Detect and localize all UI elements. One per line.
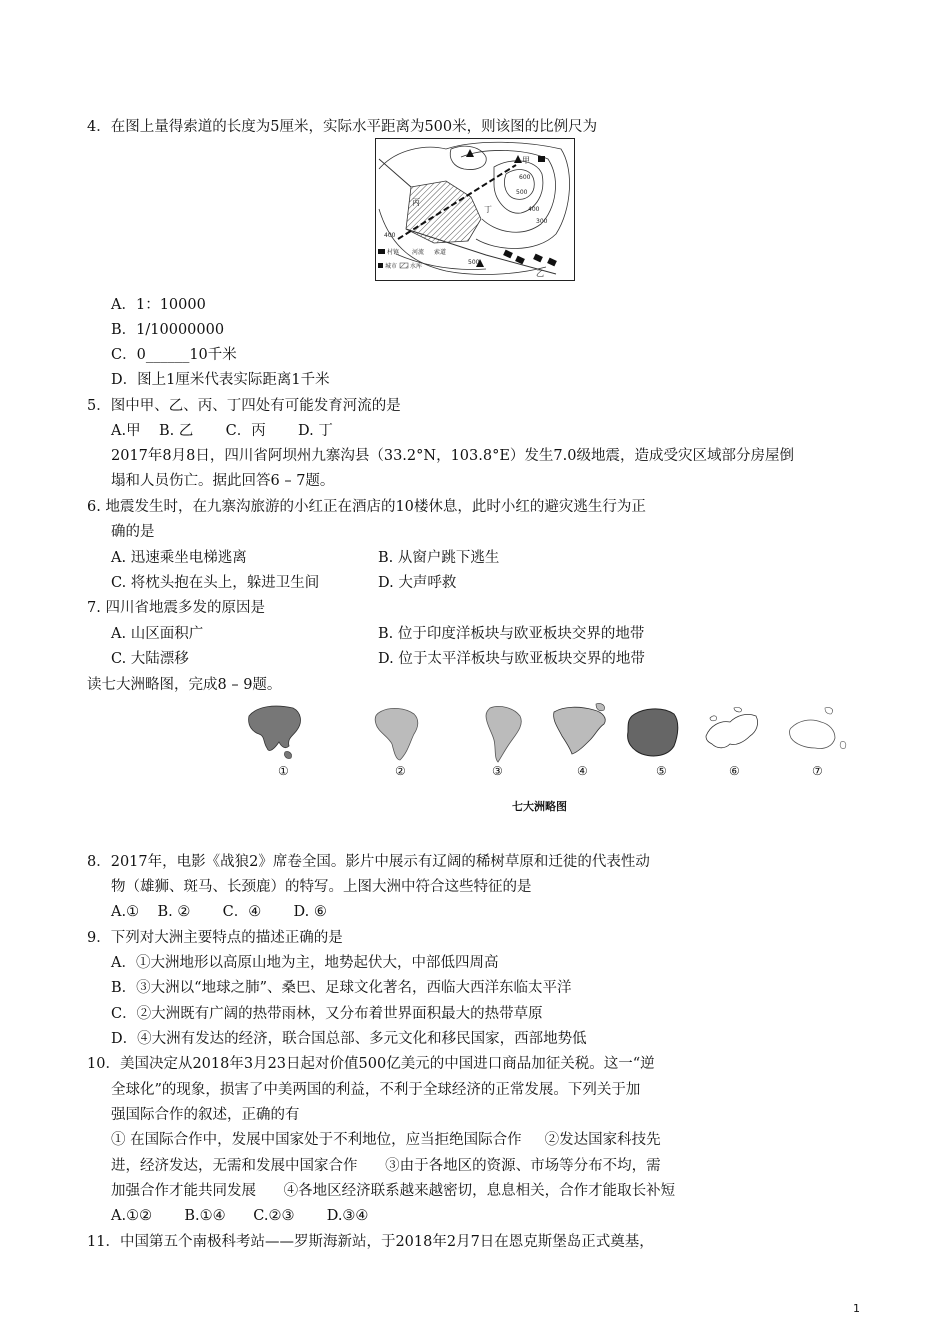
town-marker: [538, 156, 545, 162]
q11-stem: 11．中国第五个南极科考站——罗斯海新站，于2018年2月7日在恩克斯堡岛正式奠基，: [87, 1234, 654, 1250]
continent-north-america: [550, 702, 612, 764]
label-ding: 丁: [484, 205, 492, 214]
label-bing: 丙: [412, 198, 420, 207]
q7-stem: 7. 四川省地震多发的原因是: [87, 600, 265, 616]
contour-line: [379, 147, 446, 169]
q9-stem: 9．下列对大洲主要特点的描述正确的是: [87, 930, 343, 946]
q6-option-d: D. 大声呼救: [378, 575, 457, 591]
contour-value: 400: [528, 206, 540, 213]
city-marker: [533, 254, 543, 263]
legend-cableway: 索道: [434, 249, 447, 256]
q6-stem-line1: 6. 地震发生时，在九寨沟旅游的小红正在酒店的10楼休息，此时小红的避灾逃生行为正: [87, 499, 646, 515]
page-number: 1: [853, 1302, 860, 1315]
q7-option-d: D. 位于太平洋板块与欧亚板块交界的地带: [378, 651, 645, 667]
contour-value: 600: [519, 174, 531, 181]
peak-marker: [514, 155, 522, 163]
q10-line2: 全球化”的现象，损害了中美两国的利益，不利于全球经济的正常发展。下列关于加: [111, 1082, 641, 1098]
q4-option-d: D．图上1厘米代表实际距离1千米: [111, 372, 330, 388]
continent-europe: [700, 702, 764, 764]
contour-value: 400: [384, 232, 396, 239]
q6-stem-line2: 确的是: [111, 524, 155, 540]
continent-label-2: ②: [395, 764, 406, 778]
q8-stem-line2: 物（雄狮、斑马、长颈鹿）的特写。上图大洲中符合这些特征的是: [111, 879, 532, 895]
contour-line: [450, 146, 486, 169]
q4-option-c: C．0______10千米: [111, 347, 237, 363]
contour-value: 300: [536, 218, 548, 225]
topographic-map: [375, 138, 575, 281]
continent-asia: [245, 702, 305, 764]
label-jia: 甲: [522, 156, 530, 165]
legend-town: 村镇: [387, 249, 400, 256]
continents-caption: 七大洲略图: [512, 800, 567, 813]
intro-8-9: 读七大洲略图，完成8 – 9题。: [87, 677, 282, 693]
legend-town-icon: [378, 249, 385, 254]
q7-option-c: C. 大陆漂移: [111, 651, 189, 667]
label-yi: 乙: [536, 269, 544, 278]
legend-city-icon: [378, 263, 383, 268]
continent-south-america: [480, 702, 530, 764]
q9-option-d: D．④大洲有发达的经济，联合国总部、多元文化和移民国家，西部地势低: [111, 1031, 587, 1047]
q10-line6: 加强合作才能共同发展 ④各地区经济联系越来越密切，息息相关，合作才能取长补短: [111, 1183, 676, 1199]
contour-value: 500: [516, 189, 528, 196]
q10-line1: 10．美国决定从2018年3月23日起对价值500亿美元的中国进口商品加征关税。这一“逆: [87, 1056, 655, 1072]
city-marker: [547, 258, 557, 267]
continent-label-6: ⑥: [729, 764, 740, 778]
continent-label-7: ⑦: [812, 764, 823, 778]
q10-options: A.①② B.①④ C.②③ D.③④: [111, 1208, 369, 1224]
q8-options: A.① B. ② C．④ D. ⑥: [111, 904, 327, 920]
q9-option-b: B．③大洲以“地球之肺”、桑巴、足球文化著名，西临大西洋东临太平洋: [111, 980, 572, 996]
q4-stem: 4．在图上量得索道的长度为5厘米，实际水平距离为500米，则该图的比例尺为: [87, 119, 598, 135]
topographic-map-svg: [376, 139, 575, 281]
legend-reservoir: 水库: [410, 263, 423, 270]
q9-option-a: A．①大洲地形以高原山地为主，地势起伏大，中部低四周高: [111, 955, 499, 971]
q6-option-b: B. 从窗户跳下逃生: [378, 550, 500, 566]
legend-river: 河流: [412, 249, 425, 256]
q10-line5: 进，经济发达，无需和发展中国家合作 ③由于各地区的资源、市场等分布不均，需: [111, 1158, 661, 1174]
q9-option-c: C．②大洲既有广阔的热带雨林，又分布着世界面积最大的热带草原: [111, 1006, 543, 1022]
continent-label-5: ⑤: [656, 764, 667, 778]
continent-label-3: ③: [492, 764, 503, 778]
reservoir-area: [406, 181, 481, 243]
city-marker: [503, 250, 513, 259]
q10-line3: 强国际合作的叙述，正确的有: [111, 1107, 300, 1123]
q4-option-a: A．1：10000: [111, 297, 206, 313]
q5-stem: 5．图中甲、乙、丙、丁四处有可能发育河流的是: [87, 398, 401, 414]
legend-reservoir-icon: [400, 263, 408, 268]
intro-6-7-line2: 塌和人员伤亡。据此回答6 – 7题。: [111, 473, 335, 489]
continent-label-4: ④: [577, 764, 588, 778]
q7-option-b: B. 位于印度洋板块与欧亚板块交界的地带: [378, 626, 645, 642]
q6-option-a: A. 迅速乘坐电梯逃离: [111, 550, 247, 566]
legend-city: 城市: [385, 263, 398, 270]
continent-antarctica: [622, 702, 684, 764]
continent-oceania: [785, 702, 857, 764]
intro-6-7-line1: 2017年8月8日，四川省阿坝州九寨沟县（33.2°N，103.8°E）发生7.0级地震，造成受灾区域部分房屋倒: [111, 448, 794, 464]
q8-stem-line1: 8．2017年，电影《战狼2》席卷全国。影片中展示有辽阔的稀树草原和迁徙的代表性动: [87, 854, 650, 870]
q4-option-b: B．1/10000000: [111, 322, 225, 338]
continent-africa: [368, 702, 428, 764]
q10-line4: ① 在国际合作中，发展中国家处于不利地位，应当拒绝国际合作 ②发达国家科技先: [111, 1132, 661, 1148]
contour-value: 500: [468, 259, 480, 266]
q5-options: A.甲 B. 乙 C．丙 D. 丁: [111, 423, 333, 439]
q7-option-a: A. 山区面积广: [111, 626, 204, 642]
continent-label-1: ①: [278, 764, 289, 778]
q6-option-c: C. 将枕头抱在头上，躲进卫生间: [111, 575, 320, 591]
